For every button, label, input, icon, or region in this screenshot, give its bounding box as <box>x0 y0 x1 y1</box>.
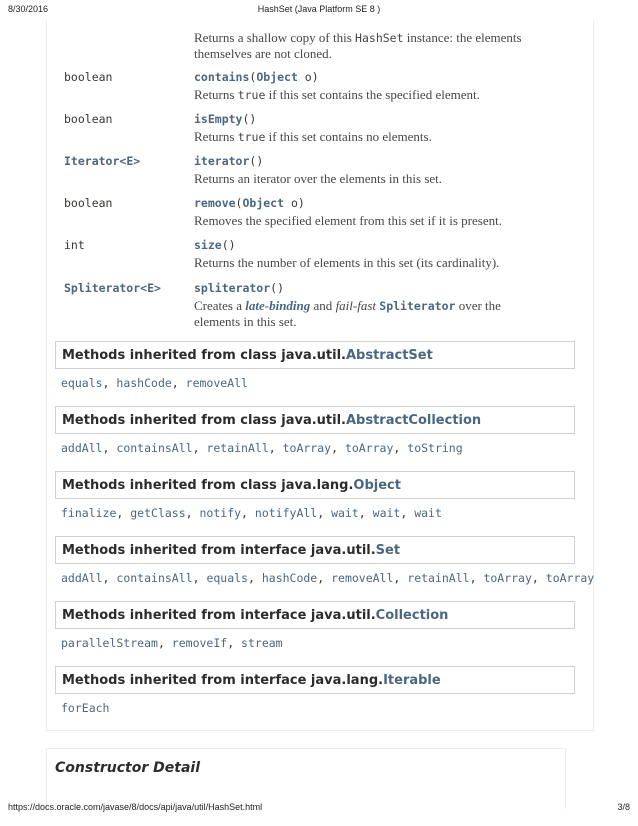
inherited-method-link[interactable]: notify <box>199 506 242 520</box>
inherited-header-collection: Methods inherited from interface java.util.Collection <box>55 601 575 629</box>
separator: , <box>393 441 408 455</box>
separator: , <box>358 506 373 520</box>
class-link[interactable]: AbstractSet <box>345 348 433 363</box>
separator: , <box>102 376 117 390</box>
separator: , <box>531 571 546 585</box>
inherited-method-link[interactable]: toArray <box>344 441 394 455</box>
method-description: Returns true if this set contains no elements. <box>194 129 432 144</box>
method-link-isempty[interactable]: isEmpty <box>194 112 243 126</box>
inherited-method-link[interactable]: parallelStream <box>61 636 158 650</box>
inherited-method-link[interactable]: toArray <box>545 571 595 585</box>
inherited-method-link[interactable]: containsAll <box>116 571 193 585</box>
spliterator-link[interactable]: Spliterator <box>379 299 456 313</box>
inherited-header-abstractcollection: Methods inherited from class java.util.AbstractCollection <box>55 406 575 434</box>
separator: , <box>185 506 200 520</box>
inherited-method-link[interactable]: finalize <box>61 506 117 520</box>
print-date: 8/30/2016 <box>8 4 49 14</box>
desc-text: instance: the elements <box>403 30 522 45</box>
inherited-list-abstractcollection <box>61 441 463 455</box>
inherited-method-link[interactable]: removeAll <box>185 376 248 390</box>
separator: , <box>268 441 283 455</box>
desc-code: HashSet <box>355 31 404 45</box>
method-link-remove[interactable]: remove <box>194 196 236 210</box>
inherited-method-link[interactable]: stream <box>241 636 283 650</box>
separator: , <box>102 571 117 585</box>
inherited-list-iterable <box>61 701 109 715</box>
inherited-method-link[interactable]: wait <box>372 506 401 520</box>
class-link[interactable]: AbstractCollection <box>345 413 482 428</box>
separator: , <box>157 636 172 650</box>
return-type: boolean <box>64 112 113 126</box>
class-link[interactable]: Collection <box>375 608 449 623</box>
desc-text: themselves are not cloned. <box>194 46 332 61</box>
method-signature: spliterator() <box>194 281 285 295</box>
method-signature: size() <box>194 238 236 252</box>
return-type-link[interactable]: Spliterator<E> <box>64 281 161 295</box>
separator: , <box>102 441 117 455</box>
inherited-method-link[interactable]: forEach <box>61 701 110 715</box>
separator: , <box>317 571 332 585</box>
inherited-list-abstractset <box>61 376 248 390</box>
param-type-link[interactable]: Object <box>256 70 298 84</box>
method-link-spliterator[interactable]: spliterator <box>194 281 271 295</box>
inherited-method-link[interactable]: removeIf <box>171 636 228 650</box>
return-type: int <box>64 238 85 252</box>
inherited-header-iterable: Methods inherited from interface java.lang.Iterable <box>55 666 575 694</box>
inherited-method-link[interactable]: toArray <box>282 441 332 455</box>
clone-description <box>194 30 554 62</box>
separator: , <box>393 571 408 585</box>
inherited-header-object: Methods inherited from class java.lang.Object <box>55 471 575 499</box>
inherited-method-link[interactable]: equals <box>206 571 248 585</box>
constructor-detail <box>46 748 566 809</box>
method-link-size[interactable]: size <box>194 238 222 252</box>
inherited-method-link[interactable]: wait <box>414 506 442 520</box>
param-type-link[interactable]: Object <box>242 196 285 210</box>
inherited-header-abstractset: Methods inherited from class java.util.AbstractSet <box>55 341 575 369</box>
inherited-method-link[interactable]: equals <box>61 376 103 390</box>
return-type: boolean <box>64 70 113 84</box>
method-signature: isEmpty() <box>194 112 257 126</box>
return-type-link[interactable]: Iterator<E> <box>64 154 141 168</box>
inherited-method-link[interactable]: containsAll <box>116 441 193 455</box>
inherited-method-link[interactable]: toArray <box>483 571 532 585</box>
separator: , <box>469 571 484 585</box>
separator: , <box>400 506 415 520</box>
param-name: o <box>284 196 298 210</box>
inherited-method-link[interactable]: hashCode <box>261 571 318 585</box>
print-title: HashSet (Java Platform SE 8 ) <box>257 4 381 14</box>
method-link-iterator[interactable]: iterator <box>194 154 250 168</box>
return-type: boolean <box>64 196 113 210</box>
method-summary <box>46 20 594 731</box>
method-description: Returns an iterator over the elements in this set. <box>194 171 443 186</box>
method-link-contains[interactable]: contains <box>194 70 250 84</box>
inherited-method-link[interactable]: notifyAll <box>254 506 318 520</box>
method-signature: iterator() <box>194 154 264 168</box>
inherited-method-link[interactable]: wait <box>331 506 359 520</box>
inherited-method-link[interactable]: retainAll <box>206 441 269 455</box>
separator: , <box>241 506 255 520</box>
separator: , <box>116 506 131 520</box>
method-description: Returns the number of elements in this set (its cardinality). <box>194 255 500 270</box>
separator: , <box>192 571 207 585</box>
inherited-header-set: Methods inherited from interface java.util.Set <box>55 536 575 564</box>
print-url: https://docs.oracle.com/javase/8/docs/api/java/util/HashSet.html <box>8 802 263 812</box>
inherited-list-set <box>61 571 594 585</box>
method-signature: contains(Object o) <box>194 70 319 84</box>
inherited-list-object <box>61 506 442 520</box>
inherited-method-link[interactable]: toString <box>407 441 463 455</box>
inherited-method-link[interactable]: getClass <box>130 506 186 520</box>
inherited-method-link[interactable]: addAll <box>61 571 103 585</box>
separator: , <box>247 571 262 585</box>
separator: , <box>331 441 345 455</box>
section-title: Constructor Detail <box>55 760 200 776</box>
method-description: Returns true if this set contains the specified element. <box>194 87 480 102</box>
method-signature: remove(Object o) <box>194 196 305 210</box>
method-description: Creates a late-binding and fail-fast Spliterator over the elements in this set. <box>194 298 501 329</box>
inherited-method-link[interactable]: removeAll <box>331 571 394 585</box>
desc-text: Returns a shallow copy of this <box>194 30 356 45</box>
late-binding-link[interactable]: late-binding <box>245 298 311 313</box>
separator: , <box>227 636 242 650</box>
separator: , <box>192 441 207 455</box>
print-page-number: 3/8 <box>617 802 630 812</box>
inherited-method-link[interactable]: addAll <box>61 441 103 455</box>
inherited-method-link[interactable]: hashCode <box>116 376 172 390</box>
class-link[interactable]: Set <box>375 543 401 558</box>
class-link[interactable]: Iterable <box>383 673 441 688</box>
separator: , <box>171 376 186 390</box>
method-description: Removes the specified element from this set if it is present. <box>194 213 502 228</box>
inherited-method-link[interactable]: retainAll <box>407 571 470 585</box>
class-link[interactable]: Object <box>353 478 401 493</box>
separator: , <box>317 506 332 520</box>
param-name: o <box>297 70 312 84</box>
inherited-list-collection <box>61 636 283 650</box>
